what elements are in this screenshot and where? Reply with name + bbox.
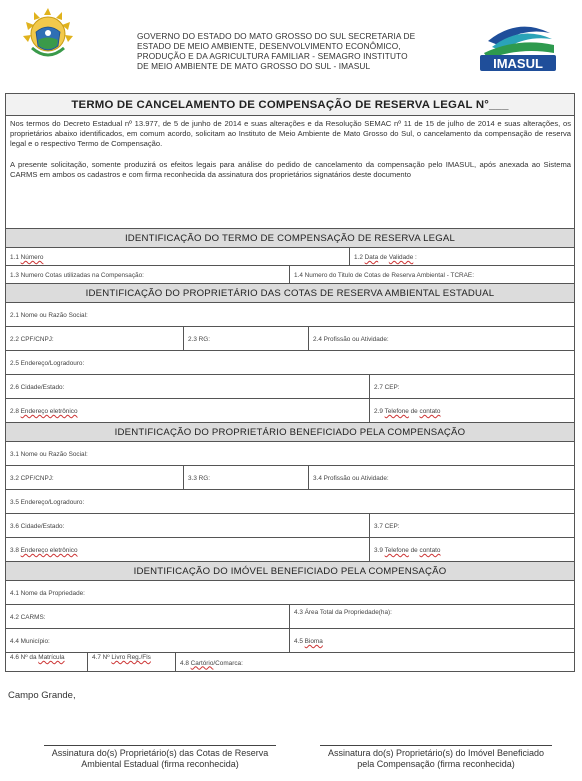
field-validity-date[interactable]: 1.2 Data de Validade : (354, 254, 417, 261)
section-heading-beneficiary: IDENTIFICAÇÃO DO PROPRIETÁRIO BENEFICIADO PELA COMPENSAÇÃO (6, 423, 574, 442)
field-owner-email[interactable]: 2.8 Endereço eletrônico (6, 399, 370, 422)
cancellation-form (5, 93, 575, 672)
field-carms[interactable]: 4.2 CARMS: (6, 605, 290, 628)
field-beneficiary-address[interactable]: 3.5 Endereço/Logradouro: (10, 499, 85, 506)
field-owner-address[interactable]: 2.5 Endereço/Logradouro: (10, 360, 85, 367)
field-beneficiary-phone[interactable]: 3.9 Telefone de contato (374, 547, 441, 554)
intro-paragraph: Nos termos do Decreto Estadual nº 13.977, de 5 de junho de 2014 e suas alterações e da Resolução SEMAC nº 11 de 15 de julho de 2014 e suas alterações, os proprietários abaixo identificados, em comum acordo, solicitam ao Instituto de Meio Ambiente de Mato Grosso do Sul, o cancelamento da compensação de reserva legal e o respectivo Termo de Compensação. (10, 119, 571, 149)
form-row (6, 327, 574, 351)
field-owner-rg[interactable]: 2.3 RG: (184, 327, 309, 350)
form-row (6, 581, 574, 605)
field-owner-city[interactable]: 2.6 Cidade/Estado: (6, 375, 370, 398)
intro-paragraph: A presente solicitação, somente produzirá os efeitos legais para análise do pedido de cancelamento da compensação pelo IMASUL, após anexada ao Sistema CARMS em ambos os cadastros e com firma reconhecida da assinatura dos proprietários signatários deste documento (10, 159, 571, 179)
government-header-text (137, 31, 467, 71)
logo-text: IMASUL (493, 56, 543, 71)
field-registry-office[interactable]: 4.8 Cartório /Comarca: (180, 659, 243, 667)
form-row (6, 490, 574, 514)
form-row (6, 351, 574, 375)
field-owner-phone[interactable]: 2.9 Telefone de contato (374, 408, 441, 415)
field-municipality[interactable]: 4.4 Município: (6, 629, 290, 652)
imasul-logo (478, 19, 558, 73)
form-row (6, 248, 574, 266)
field-tcrae-number[interactable]: 1.4 Numero do Titulo de Cotas de Reserva Ambiental - TCRAE: (294, 272, 474, 279)
form-title: TERMO DE CANCELAMENTO DE COMPENSAÇÃO DE RESERVA LEGAL N°___ (6, 94, 574, 116)
field-beneficiary-cpf[interactable]: 3.2 CPF/CNPJ: (6, 466, 184, 489)
signature-quota-owner[interactable]: Assinatura do(s) Proprietário(s) das Cotas de Reserva Ambiental Estadual (firma reconhecida) (44, 745, 276, 769)
form-row (6, 266, 574, 284)
field-quota-count[interactable]: 1.3 Numero Cotas utilizadas na Compensação: (6, 266, 290, 283)
field-biome[interactable]: 4.5 Bioma (294, 638, 323, 645)
field-owner-profession[interactable]: 2.4 Profissão ou Atividade: (313, 336, 389, 343)
signature-beneficiary[interactable]: Assinatura do(s) Proprietário(s) do Imóvel Beneficiado pela Compensação (firma reconhecida) (320, 745, 552, 769)
field-owner-name[interactable]: 2.1 Nome ou Razão Social: (10, 312, 88, 319)
page-header (0, 0, 582, 92)
gov-line: DE MEIO AMBIENTE DE MATO GROSSO DO SUL - IMASUL (137, 61, 371, 71)
field-beneficiary-name[interactable]: 3.1 Nome ou Razão Social: (10, 451, 88, 458)
section-heading-quota-owner: IDENTIFICAÇÃO DO PROPRIETÁRIO DAS COTAS DE RESERVA AMBIENTAL ESTADUAL (6, 284, 574, 303)
gov-line: GOVERNO DO ESTADO DO MATO GROSSO DO SUL SECRETARIA DE (137, 31, 416, 41)
field-registration-number[interactable]: 4.6 Nº da Matrícula (6, 653, 88, 671)
field-beneficiary-rg[interactable]: 3.3 RG: (184, 466, 309, 489)
field-beneficiary-city[interactable]: 3.6 Cidade/Estado: (6, 514, 370, 537)
form-row (6, 605, 574, 629)
field-total-area[interactable]: 4.3 Área Total da Propriedade(ha): (294, 609, 392, 616)
form-row (6, 514, 574, 538)
gov-line: ESTADO DE MEIO AMBIENTE, DESENVOLVIMENTO ECONÔMICO, (137, 41, 401, 51)
form-row (6, 653, 574, 671)
form-row (6, 442, 574, 466)
form-row (6, 466, 574, 490)
field-book-page[interactable]: 4.7 Nº Livro Reg./Fls (88, 653, 176, 671)
section-heading-property: IDENTIFICAÇÃO DO IMÓVEL BENEFICIADO PELA COMPENSAÇÃO (6, 562, 574, 581)
field-beneficiary-email[interactable]: 3.8 Endereço eletrônico (6, 538, 370, 561)
form-row (6, 399, 574, 423)
form-row (6, 375, 574, 399)
field-beneficiary-profession[interactable]: 3.4 Profissão ou Atividade: (313, 475, 389, 482)
form-row (6, 629, 574, 653)
field-owner-cpf[interactable]: 2.2 CPF/CNPJ: (6, 327, 184, 350)
form-row (6, 538, 574, 562)
gov-line: PRODUÇÃO E DA AGRICULTURA FAMILIAR - SEMAGRO INSTITUTO (137, 51, 408, 61)
field-term-number[interactable]: 1.1 Número (6, 248, 350, 265)
field-owner-cep[interactable]: 2.7 CEP: (374, 384, 400, 391)
form-intro (6, 116, 574, 229)
form-row (6, 303, 574, 327)
state-coat-of-arms-icon (22, 6, 74, 62)
section-heading-term: IDENTIFICAÇÃO DO TERMO DE COMPENSAÇÃO DE RESERVA LEGAL (6, 229, 574, 248)
field-beneficiary-cep[interactable]: 3.7 CEP: (374, 523, 400, 530)
city-date-line: Campo Grande, (8, 690, 76, 701)
field-property-name[interactable]: 4.1 Nome da Propriedade: (10, 590, 85, 597)
